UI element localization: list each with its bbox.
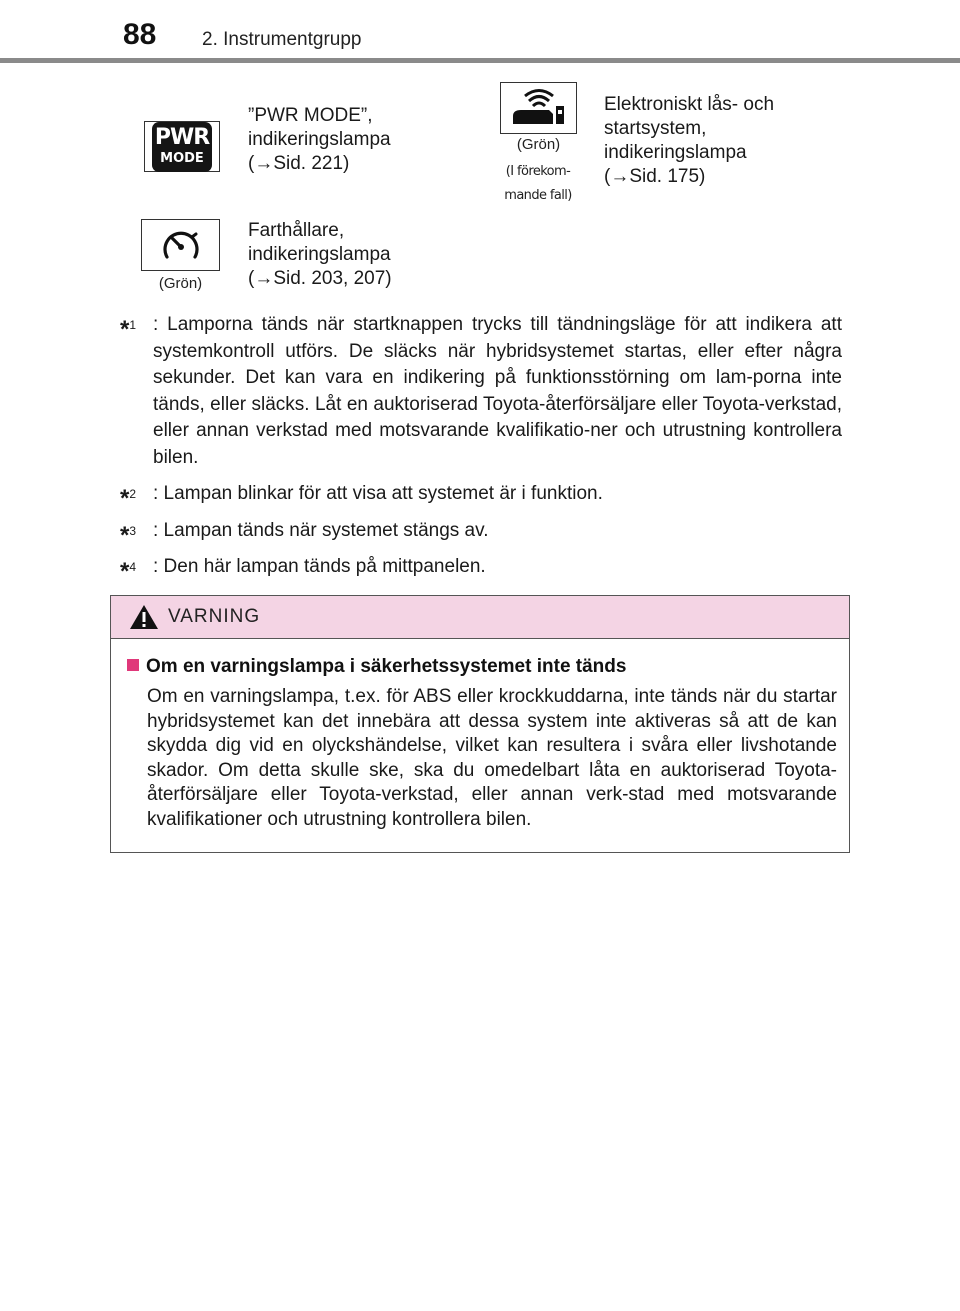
footnote-text: : Lampan blinkar för att visa att systemet är i funktion. — [153, 483, 603, 504]
indicator-cruise-control-text — [248, 219, 392, 291]
footnote-text: : Den här lampan tänds på mittpanelen. — [153, 556, 486, 577]
footnote-text: : Lamporna tänds när startknappen trycks till tändningsläge för att indikera att systemkontroll utförs. De släcks när hybridsystemet startas, eller efter några sekunder. Det kan vara en indikering på funktionsstörning om lam-porna inte tänds, eller släcks. Låt en auktoriserad Toyota-återförsäljare eller Toyota-verkstad, eller annan verkstad med motsvarande kvalifikatio-ner och utrustning kontrollera bilen. — [153, 314, 842, 468]
footnote-2 — [120, 481, 842, 512]
indicator-cruise-line-1: Farthållare, — [248, 220, 345, 241]
smart-key-icon-box — [500, 82, 577, 134]
cruise-control-caption: (Grön) — [158, 275, 203, 292]
warning-header — [111, 596, 849, 639]
footnote-4 — [120, 554, 842, 585]
pwr-mode-icon — [152, 122, 212, 172]
indicator-smart-key-line-3: indikeringslampa — [604, 142, 747, 163]
smart-key-availability-line-1: (I förekom- — [505, 164, 571, 179]
smart-key-availability — [488, 160, 588, 208]
smart-key-caption: (Grön) — [516, 136, 561, 153]
warning-body: Om en varningslampa, t.ex. för ABS eller krockkuddarna, inte tänds när du startar hybridsystemet kan det innebära att dessa system inte aktiveras så att de kan skydda dig vid en olyckshändelse, vilket kan resultera i svåra eller livshotande skador. Om detta skulle ske, ska du omedelbart låta en auktoriserad Toyota-återförsäljare eller Toyota-verkstad, eller annan verk-stad med motsvarande kvalifikationer och utrustning kontrollera bilen. — [147, 686, 837, 830]
cruise-control-icon-box — [141, 219, 220, 271]
pwr-mode-icon-box — [144, 121, 220, 172]
warning-title: VARNING — [168, 606, 261, 627]
page-header — [0, 0, 960, 62]
chapter-title: 2. Instrumentgrupp — [202, 29, 362, 50]
footnotes — [120, 312, 842, 591]
footnote-marker: *$^1$ — [120, 316, 137, 343]
indicator-smart-key-line-2: startsystem, — [604, 118, 707, 139]
footnote-1 — [120, 312, 842, 471]
indicator-cruise-line-3: (→Sid. 203, 207) — [248, 268, 392, 289]
footnote-marker: *$^2$ — [120, 485, 137, 512]
indicator-pwr-mode-line-2: indikeringslampa — [248, 129, 391, 150]
footnote-marker: *$^4$ — [120, 558, 137, 585]
warning-box — [110, 595, 850, 853]
indicator-pwr-mode-line-1: ”PWR MODE”, — [248, 105, 373, 126]
footnote-3 — [120, 518, 842, 549]
pwr-mode-icon-bottom-text: MODE — [160, 150, 204, 166]
pwr-mode-icon-top-text: PWR — [154, 124, 210, 150]
cruise-control-icon — [159, 225, 203, 265]
indicator-smart-key-text — [604, 93, 774, 189]
indicator-pwr-mode-text — [248, 104, 391, 176]
header-rule — [0, 58, 960, 63]
smart-key-availability-line-2: mande fall) — [504, 188, 572, 203]
warning-subtitle: Om en varningslampa i säkerhetssystemet inte tänds — [127, 656, 626, 678]
indicator-cruise-line-2: indikeringslampa — [248, 244, 391, 265]
smart-key-system-icon — [507, 88, 571, 128]
indicator-smart-key-line-1: Elektroniskt lås- och — [604, 94, 775, 115]
footnote-text: : Lampan tänds när systemet stängs av. — [153, 519, 489, 541]
warning-bullet-square — [127, 659, 139, 671]
indicator-pwr-mode-line-3: (→Sid. 221) — [248, 153, 350, 174]
page-number: 88 — [123, 18, 157, 51]
footnote-marker: *$^3$ — [120, 521, 137, 549]
indicator-smart-key-line-4: (→Sid. 175) — [604, 166, 706, 187]
warning-triangle-icon — [129, 604, 159, 630]
